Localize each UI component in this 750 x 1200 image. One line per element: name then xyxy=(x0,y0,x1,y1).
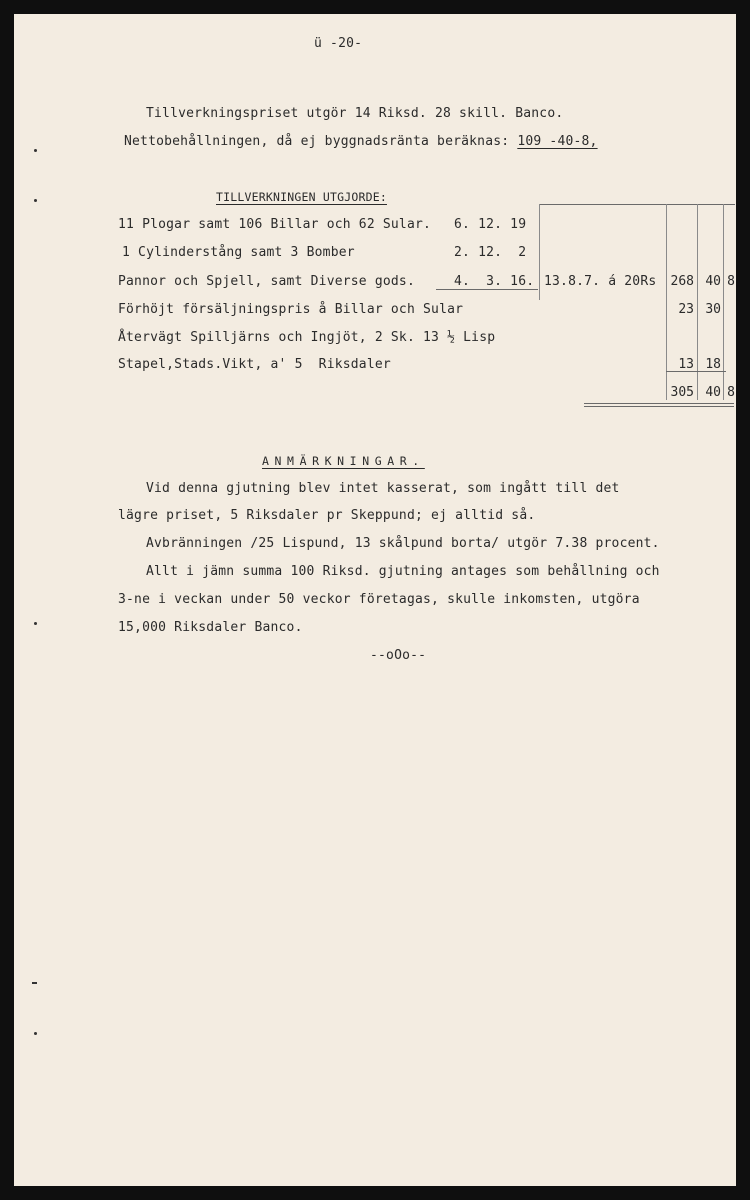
total-riksdaler: 305 xyxy=(670,385,694,400)
margin-dash xyxy=(32,982,37,984)
table-heading: TILLVERKNINGEN UTGJORDE: xyxy=(216,190,387,204)
margin-dot xyxy=(34,199,37,202)
table-row-amount: 6. 12. 19 xyxy=(454,217,527,232)
margin-dot xyxy=(34,622,37,625)
table-row-desc: Stapel,Stads.Vikt, a' 5 Riksdaler xyxy=(118,357,391,372)
table-row-amount: 2. 12. 2 xyxy=(454,245,527,260)
intro-line-2 xyxy=(124,134,598,149)
table-cell-riksdaler: 23 xyxy=(678,302,694,317)
table-row-desc: Pannor och Spjell, samt Diverse gods. xyxy=(118,274,415,289)
remarks-line: 15,000 Riksdaler Banco. xyxy=(118,620,303,635)
margin-dot xyxy=(34,1032,37,1035)
remarks-line: 3-ne i veckan under 50 veckor företagas, skulle inkomsten, utgöra xyxy=(118,592,640,607)
table-row-desc: Återvägt Spilljärns och Ingjöt, 2 Sk. 13 ½ Lisp xyxy=(118,330,496,345)
document-page xyxy=(14,14,736,1186)
total-double-rule xyxy=(584,403,734,404)
table-row-desc: Förhöjt försäljningspris å Billar och Sular xyxy=(118,302,464,317)
table-cell-skilling: 30 xyxy=(705,302,721,317)
table-cell-skilling: 40 xyxy=(705,274,721,289)
total-double-rule xyxy=(584,406,734,407)
intro-line-1: Tillverkningspriset utgör 14 Riksd. 28 skill. Banco. xyxy=(146,106,564,121)
remarks-line: Vid denna gjutning blev intet kasserat, som ingått till det xyxy=(146,481,620,496)
table-cell-runstycken: 8 xyxy=(727,274,735,289)
table-cell-riksdaler: 268 xyxy=(670,274,694,289)
total-runstycken: 8 xyxy=(727,385,735,400)
margin-dot xyxy=(34,149,37,152)
intro-line-2-label: Nettobehållningen, då ej byggnadsränta beräknas: xyxy=(124,134,518,149)
remarks-line: Avbränningen /25 Lispund, 13 skålpund borta/ utgör 7.38 procent. xyxy=(146,536,660,551)
table-row-desc: 1 Cylinderstång samt 3 Bomber xyxy=(122,245,355,260)
table-row-amount: 4. 3. 16. xyxy=(454,274,535,289)
table-rule-top xyxy=(539,204,735,205)
table-vline xyxy=(539,204,540,300)
remarks-heading: ANMÄRKNINGAR. xyxy=(262,454,425,468)
total-skilling: 40 xyxy=(705,385,721,400)
table-row-desc: 11 Plogar samt 106 Billar och 62 Sular. xyxy=(118,217,432,232)
amount-underline xyxy=(436,289,538,290)
table-row-subtotal: 13.8.7. á 20Rs xyxy=(544,274,657,289)
remarks-line: lägre priset, 5 Riksdaler pr Skeppund; ej alltid så. xyxy=(118,508,536,523)
table-cell-riksdaler: 13 xyxy=(678,357,694,372)
page-number: ü -20- xyxy=(314,36,363,51)
table-cell-skilling: 18 xyxy=(705,357,721,372)
remarks-line: Allt i jämn summa 100 Riksd. gjutning antages som behållning och xyxy=(146,564,660,579)
end-mark: --oOo-- xyxy=(370,648,427,663)
net-holding-value: 109 -40-8, xyxy=(517,134,598,149)
